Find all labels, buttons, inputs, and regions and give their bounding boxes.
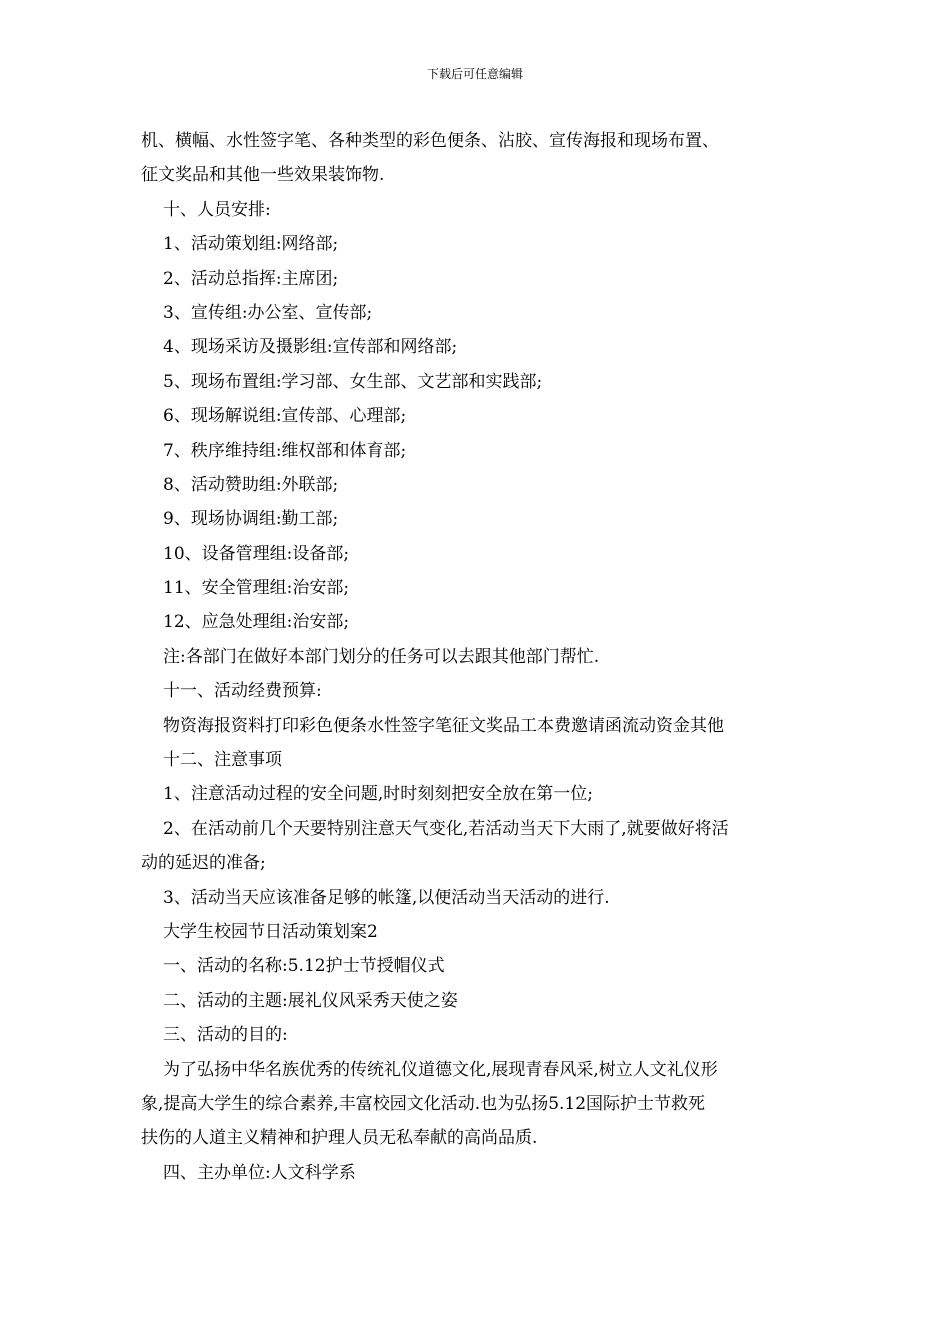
text-line: 5、现场布置组:学习部、女生部、文艺部和实践部; <box>163 371 543 392</box>
text-line: 3、活动当天应该准备足够的帐篷,以便活动当天活动的进行. <box>163 887 610 908</box>
text-line: 大学生校园节日活动策划案2 <box>163 921 378 942</box>
text-line: 三、活动的目的: <box>163 1025 288 1046</box>
text-line: 扶伤的人道主义精神和护理人员无私奉献的高尚品质. <box>141 1128 538 1149</box>
text-line: 8、活动赞助组:外联部; <box>163 474 339 495</box>
text-line: 十、人员安排: <box>163 199 271 220</box>
text-line: 4、现场采访及摄影组:宣传部和网络部; <box>163 337 458 358</box>
document-body <box>141 124 813 1190</box>
text-line: 2、在活动前几个天要特别注意天气变化,若活动当天下大雨了,就要做好将活 <box>163 818 729 839</box>
text-line: 3、宣传组:办公室、宣传部; <box>163 302 373 323</box>
text-line: 一、活动的名称:5.12护士节授帽仪式 <box>163 956 445 977</box>
page-header: 下载后可任意编辑 <box>426 67 523 81</box>
text-line: 11、安全管理组:治安部; <box>163 578 350 599</box>
text-line: 物资海报资料打印彩色便条水性签字笔征文奖品工本费邀请函流动资金其他 <box>163 715 724 736</box>
text-line: 1、活动策划组:网络部; <box>163 234 339 255</box>
text-line: 象,提高大学生的综合素养,丰富校园文化活动.也为弘扬5.12国际护士节救死 <box>141 1093 706 1114</box>
text-line: 注:各部门在做好本部门划分的任务可以去跟其他部门帮忙. <box>163 646 600 667</box>
text-line: 7、秩序维持组:维权部和体育部; <box>163 440 407 461</box>
text-line: 1、注意活动过程的安全问题,时时刻刻把安全放在第一位; <box>163 784 593 805</box>
text-line: 10、设备管理组:设备部; <box>163 543 350 564</box>
text-line: 二、活动的主题:展礼仪风采秀天使之姿 <box>163 990 458 1011</box>
text-line: 9、现场协调组:勤工部; <box>163 509 339 530</box>
text-line: 十二、注意事项 <box>163 750 282 771</box>
text-line: 12、应急处理组:治安部; <box>163 612 350 633</box>
text-line: 6、现场解说组:宣传部、心理部; <box>163 406 407 427</box>
text-line: 动的延迟的准备; <box>141 853 266 874</box>
text-line: 十一、活动经费预算: <box>163 681 322 702</box>
text-line: 为了弘扬中华名族优秀的传统礼仪道德文化,展现青春风采,树立人文礼仪形 <box>163 1059 718 1080</box>
text-line: 征文奖品和其他一些效果装饰物. <box>141 165 385 186</box>
text-line: 机、横幅、水性签字笔、各种类型的彩色便条、沾胶、宣传海报和现场布置、 <box>141 131 719 151</box>
text-line: 2、活动总指挥:主席团; <box>163 268 339 289</box>
text-line: 四、主办单位:人文科学系 <box>163 1162 356 1183</box>
